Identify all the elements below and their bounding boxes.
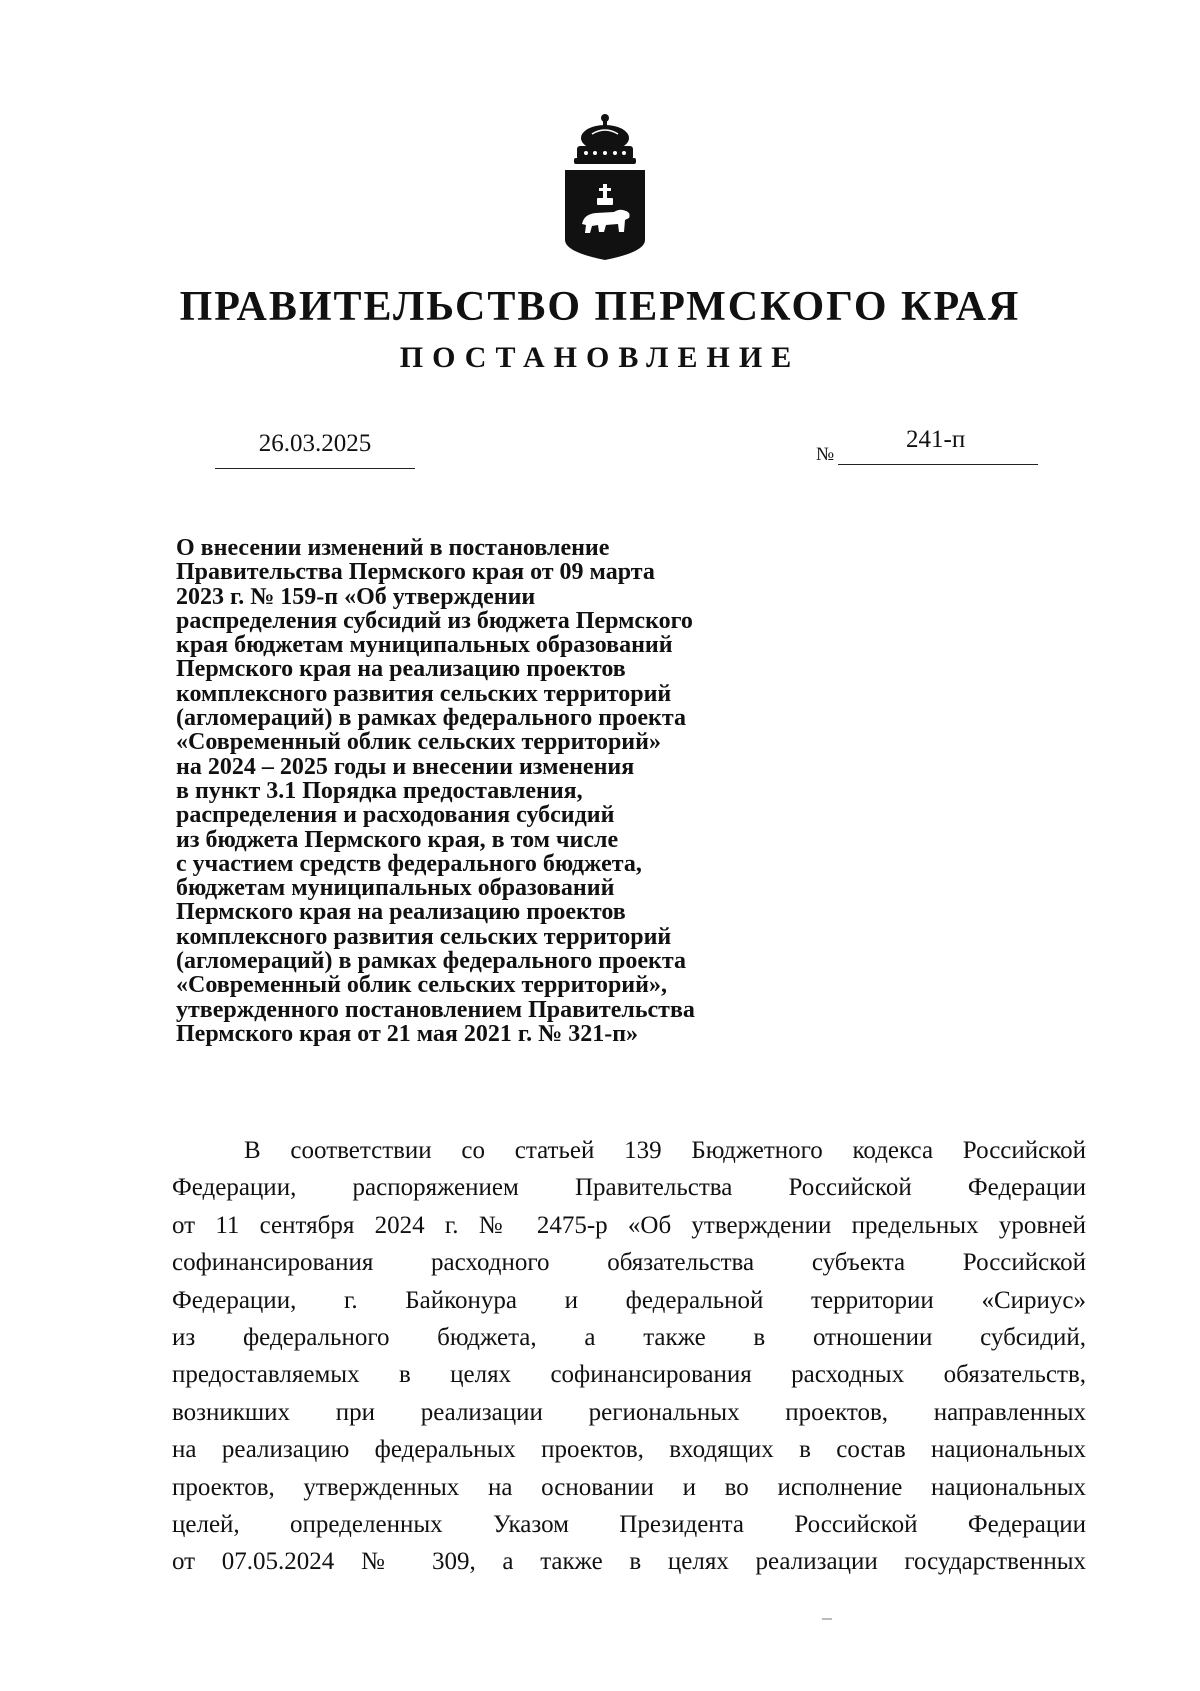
subject-line: (агломераций) в рамках федерального проекта <box>176 948 686 975</box>
government-title: ПРАВИТЕЛЬСТВО ПЕРМСКОГО КРАЯ <box>179 284 1021 330</box>
subject-line: О внесении изменений в постановление <box>176 535 610 561</box>
body-paragraph <box>172 1132 1086 1581</box>
subject-line: Правительства Пермского края от 09 марта <box>176 559 655 586</box>
subject-line: Пермского края от 21 мая 2021 г. № 321-п» <box>176 1020 639 1047</box>
subject-line: из бюджета Пермского края, в том числе <box>176 826 619 853</box>
document-date: 26.03.2025 <box>258 430 372 457</box>
scan-artifact <box>822 1618 832 1620</box>
subject-line: Пермского края на реализацию проектов <box>176 899 626 926</box>
body-line: Федерации, г. Байконура и федеральной территории «Сириус» <box>172 1286 1086 1314</box>
body-line: от 11 сентября 2024 г. № 2475-р «Об утверждении предельных уровней <box>172 1211 1086 1239</box>
subject-line: (агломераций) в рамках федерального проекта <box>176 705 686 732</box>
subject-line: с участием средств федерального бюджета, <box>176 850 642 877</box>
date-field <box>215 424 415 469</box>
body-line: софинансирования расходного обязательства субъекта Российской <box>172 1249 1086 1277</box>
body-line: Федерации, распоряжением Правительства Российской Федерации <box>172 1174 1086 1202</box>
document-subject <box>176 536 816 1046</box>
subject-line: края бюджетам муниципальных образований <box>176 632 673 659</box>
number-label: № <box>816 444 835 465</box>
coat-of-arms-icon <box>562 112 648 262</box>
subject-line: бюджетам муниципальных образований <box>176 875 615 902</box>
body-line: целей, определенных Указом Президента Российской Федерации <box>172 1511 1086 1539</box>
body-line: из федерального бюджета, а также в отношении субсидий, <box>172 1324 1086 1352</box>
body-line: на реализацию федеральных проектов, входящих в состав национальных <box>172 1436 1086 1464</box>
subject-line: 2023 г. № 159-п «Об утверждении <box>176 583 536 610</box>
number-field <box>838 420 1038 465</box>
subject-line: «Современный облик сельских территорий» <box>176 729 661 756</box>
body-line: от 07.05.2024 № 309, а также в целях реализации государственных <box>172 1548 1086 1576</box>
body-line: проектов, утвержденных на основании и во исполнение национальных <box>172 1473 1086 1501</box>
subject-line: распределения субсидий из бюджета Пермского <box>176 607 693 634</box>
document-number: 241-п <box>906 426 966 453</box>
subject-line: на 2024 – 2025 годы и внесении изменения <box>176 753 635 780</box>
body-line: возникших при реализации региональных проектов, направленных <box>172 1398 1086 1426</box>
subject-line: комплексного развития сельских территорий <box>176 923 672 950</box>
subject-line: распределения и расходования субсидий <box>176 802 615 829</box>
body-line: В соответствии со статьей 139 Бюджетного кодекса Российской <box>244 1137 1086 1164</box>
subject-line: Пермского края на реализацию проектов <box>176 656 626 683</box>
document-type: ПОСТАНОВЛЕНИЕ <box>399 341 801 374</box>
subject-line: утвержденного постановлением Правительства <box>176 996 695 1023</box>
body-line: предоставляемых в целях софинансирования расходных обязательств, <box>172 1361 1086 1389</box>
subject-line: «Современный облик сельских территорий», <box>176 972 667 999</box>
subject-line: в пункт 3.1 Порядка предоставления, <box>176 777 583 804</box>
subject-line: комплексного развития сельских территорий <box>176 680 672 707</box>
